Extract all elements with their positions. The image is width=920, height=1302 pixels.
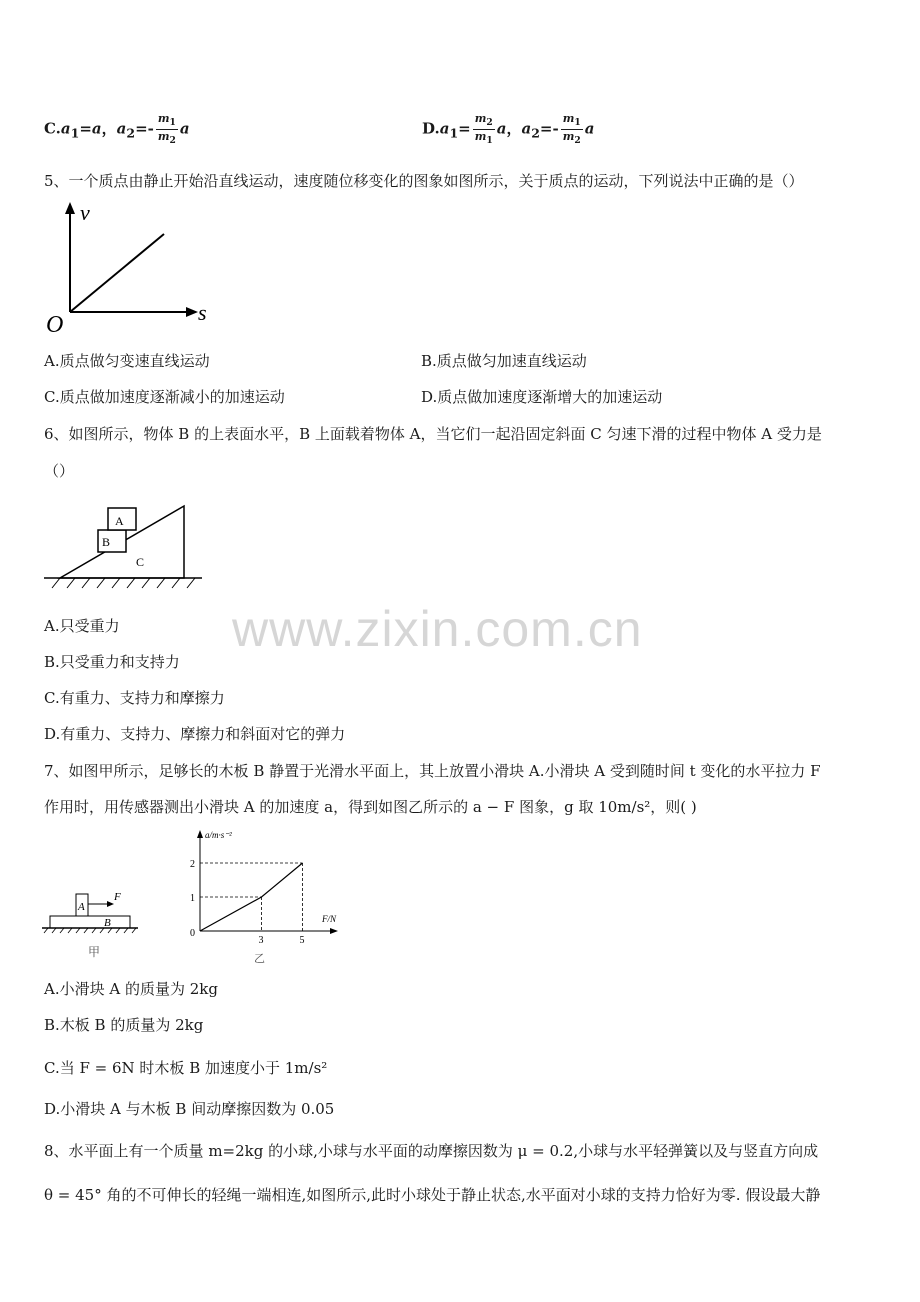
q5-option-a: A.质点做匀变速直线运动 <box>44 352 210 370</box>
block-a-label: A <box>78 901 85 913</box>
v-s-line <box>70 234 164 312</box>
block-a-label: A <box>115 514 124 528</box>
ground-hatch <box>52 578 195 588</box>
x-tick-label: 3 <box>258 935 264 946</box>
x-arrow-icon <box>186 307 198 317</box>
q6-option-c: C.有重力、支持力和摩擦力 <box>44 689 225 707</box>
q7-stem-line1: 7、如图甲所示，足够长的木板 B 静置于光滑水平面上，其上放置小滑块 A.小滑块 A 受到随时间 t 变化的水平拉力 F <box>44 762 821 780</box>
q7-option-b: B.木板 B 的质量为 2kg <box>44 1016 204 1034</box>
figure-caption: 甲 <box>88 945 101 959</box>
q5-option-d: D.质点做加速度逐渐增大的加速运动 <box>421 388 663 406</box>
q5-v-s-graph <box>40 198 220 338</box>
q6-option-d: D.有重力、支持力、摩擦力和斜面对它的弹力 <box>44 725 346 743</box>
q5-option-b: B.质点做匀加速直线运动 <box>421 352 587 370</box>
q6-stem-line1: 6、如图所示，物体 B 的上表面水平，B 上面载着物体 A，当它们一起沿固定斜面 C 匀速下滑的过程中物体 A 受力是 <box>44 425 822 443</box>
q6-stem-line2: （） <box>44 462 75 480</box>
fraction: $\frac{m_1}{m_2}$ <box>562 112 581 147</box>
x-unit-label: F/N <box>322 914 337 924</box>
y-tick-label: 1 <box>190 893 195 904</box>
force-label: F <box>114 891 121 903</box>
q7-option-d: D.小滑块 A 与木板 B 间动摩擦因数为 0.05 <box>44 1100 335 1118</box>
q6-option-a: A.只受重力 <box>44 617 120 635</box>
incline-c-label: C <box>136 555 145 569</box>
q5-option-c: C.质点做加速度逐渐减小的加速运动 <box>44 388 285 406</box>
q7-stem-line2: 作用时，用传感器测出小滑块 A 的加速度 a，得到如图乙所示的 a − F 图象，g 取 10m/s²，则( ) <box>44 798 697 816</box>
q7-figure-jia <box>40 886 140 962</box>
y-arrow-icon <box>197 830 203 838</box>
force-arrow-icon <box>107 901 114 907</box>
q5-stem: 5、一个质点由静止开始沿直线运动，速度随位移变化的图象如图所示，关于质点的运动，下列说法中正确的是（） <box>44 172 804 190</box>
q7-a-f-chart <box>180 826 350 966</box>
q7-option-c: C.当 F = 6N 时木板 B 加速度小于 1m/s² <box>44 1059 328 1077</box>
y-arrow-icon <box>65 202 75 214</box>
watermark: www.zixin.com.cn <box>232 601 643 657</box>
y-tick-label: 2 <box>190 859 195 870</box>
figure-caption: 乙 <box>254 953 265 965</box>
fraction: $\frac{m_2}{m_1}$ <box>474 112 493 147</box>
fraction: $\frac{m_1}{m_2}$ <box>157 112 176 147</box>
board-b <box>50 916 130 928</box>
board-b-label: B <box>104 917 111 929</box>
q8-line1: 8、水平面上有一个质量 m=2kg 的小球,小球与水平面的动摩擦因数为 μ = 0.2,小球与水平轻弹簧以及与竖直方向成 <box>44 1142 819 1160</box>
block-b-label: B <box>102 535 111 549</box>
x-arrow-icon <box>330 928 338 934</box>
origin-label: 0 <box>190 928 195 939</box>
y-axis-label: v <box>80 200 90 225</box>
q6-option-b: B.只受重力和支持力 <box>44 653 180 671</box>
x-tick-label: 5 <box>299 935 305 946</box>
q4-option-d: $D.a_1=$ $\frac{m_2}{m_1}$ a，$a_2=-$ $\frac{m_1}{m_2}$ a <box>422 112 595 147</box>
y-unit-label: a/m·s⁻² <box>205 830 232 840</box>
origin-label: O <box>46 312 64 338</box>
x-axis-label: s <box>198 300 207 325</box>
q8-line2: θ = 45° 角的不可伸长的轻绳一端相连,如图所示,此时小球处于静止状态,水平面对小球的支持力恰好为零. 假设最大静 <box>44 1186 821 1204</box>
q6-incline-figure <box>40 498 210 590</box>
q7-option-a: A.小滑块 A 的质量为 2kg <box>44 980 218 998</box>
q4-option-c: $C.a_1=a$，$a_2=-$ $\frac{m_1}{m_2}$ a <box>44 112 190 147</box>
